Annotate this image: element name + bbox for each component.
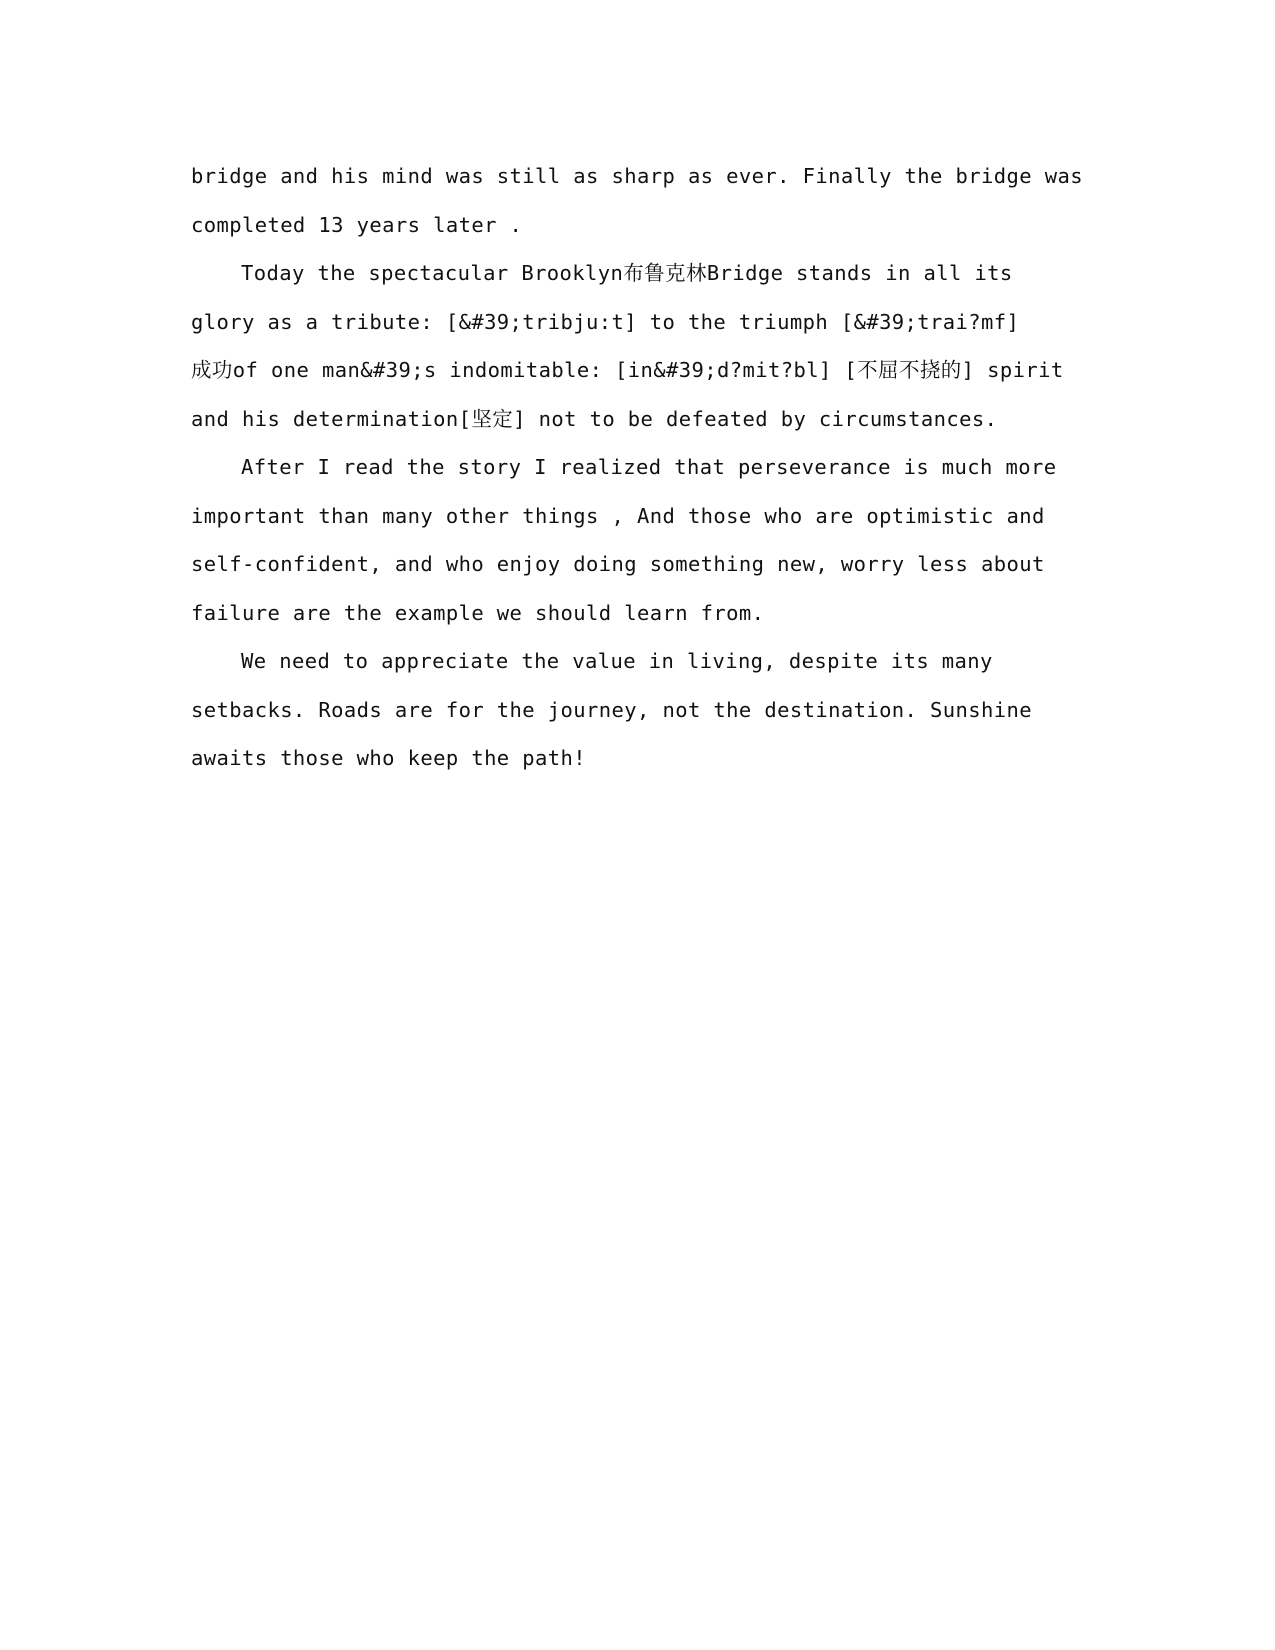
paragraph-start-line: After I read the story I realized that perseverance is much more [241, 455, 1057, 479]
paragraph-start-line: Today the spectacular Brooklyn布鲁克林Bridge stands in all its [241, 261, 1013, 285]
text-line: awaits those who keep the path! [191, 746, 587, 770]
text-line: bridge and his mind was still as sharp as ever. Finally the bridge was [191, 164, 1083, 188]
document-body [191, 152, 1091, 783]
text-line: failure are the example we should learn from. [191, 600, 765, 625]
text-line: self-confident, and who enjoy doing something new, worry less about [191, 552, 1045, 576]
text-line: completed 13 years later . [191, 212, 523, 237]
text-line: glory as a tribute: [&#39;tribju:t] to the triumph [&#39;trai?mf] [191, 309, 1020, 334]
text-line: important than many other things , And those who are optimistic and [191, 503, 1045, 528]
paragraph-start-line: We need to appreciate the value in living, despite its many [241, 649, 993, 673]
text-line: setbacks. Roads are for the journey, not the destination. Sunshine [191, 697, 1032, 722]
text-line: and his determination[坚定] not to be defeated by circumstances. [191, 406, 998, 431]
text-line: 成功of one man&#39;s indomitable: [in&#39;d?mit?bl] [不屈不挠的] spirit [191, 358, 1064, 382]
